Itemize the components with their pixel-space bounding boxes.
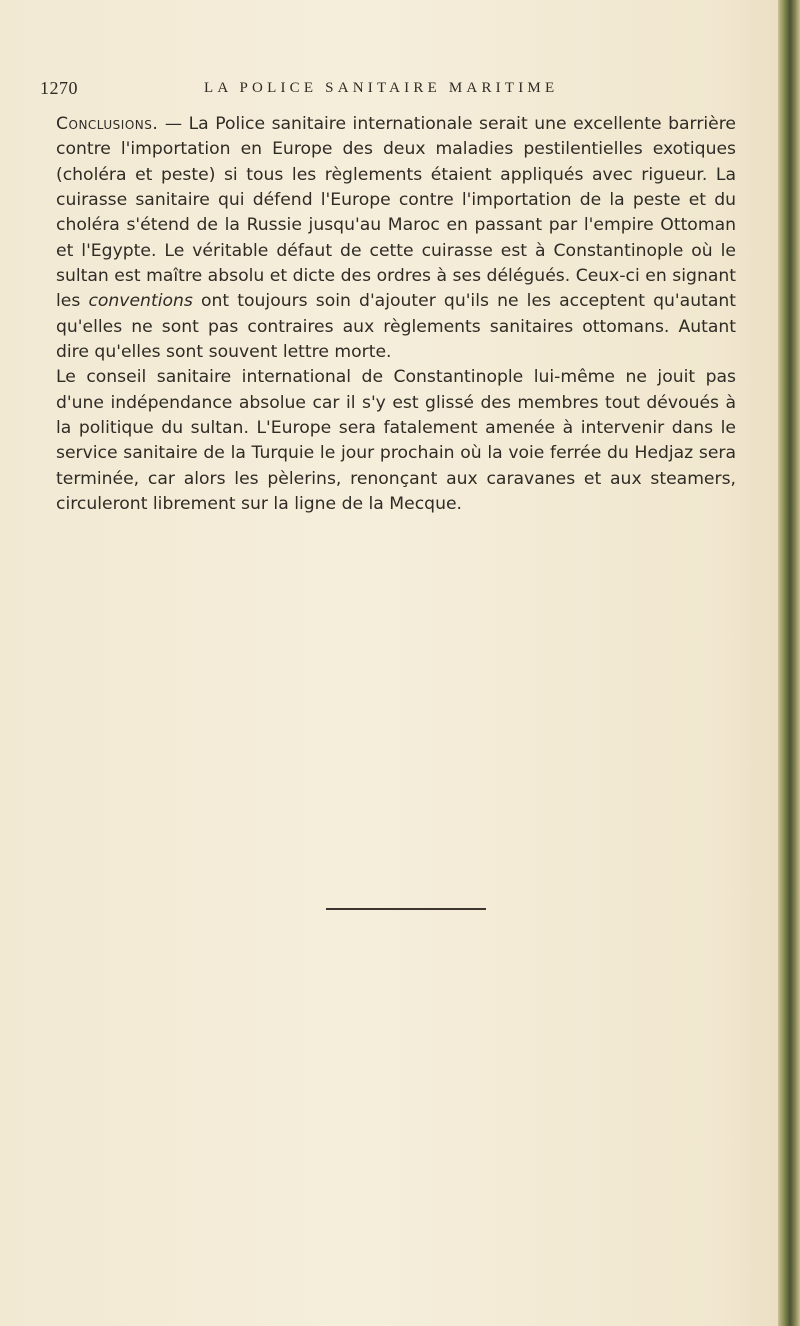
paragraph-text: ont toujours soin d'ajouter qu'ils ne les acceptent qu'autant qu'elles ne sont pas contraires aux règlements sanitaires ottomans. Autant dire qu'elles sont souvent lettre morte. xyxy=(56,291,736,363)
page-number: 1270 xyxy=(40,78,78,98)
paragraph-conclusions xyxy=(56,112,736,365)
body-text xyxy=(56,112,736,518)
paragraph-text: — La Police sanitaire internationale serait une excellente barrière contre l'importation en Europe des deux maladies pestilentielles exotiques (choléra et peste) si tous les règlements étaient appliqués avec rigueur. La cuirasse sanitaire qui défend l'Europe contre l'importation de la peste et du choléra s'étend de la Russie jusqu'au Maroc en passant par l'empire Ottoman et l'Egypte. Le véritable défaut de cette cuirasse est à Constantinople où le sultan est maître absolu et dicte des ordres à ses délégués. Ceux-ci en signant les xyxy=(56,114,736,312)
paragraph-conseil: Le conseil sanitaire international de Constantinople lui-même ne jouit pas d'une indépendance absolue car il s'y est glissé des membres tout dévoués à la politique du sultan. L'Europe sera fatalement amenée à intervenir dans le service sanitaire de la Turquie le jour prochain où la voie ferrée du Hedjaz sera terminée, car alors les pèlerins, renonçant aux caravanes et aux steamers, circuleront librement sur la ligne de la Mecque. xyxy=(56,367,736,515)
running-title: LA POLICE SANITAIRE MARITIME xyxy=(204,80,559,96)
section-divider xyxy=(326,908,486,910)
page-edge-binding xyxy=(778,0,800,1326)
italic-term: conventions xyxy=(88,291,193,312)
page-header xyxy=(40,78,740,102)
section-lead: Conclusions. xyxy=(56,114,159,134)
